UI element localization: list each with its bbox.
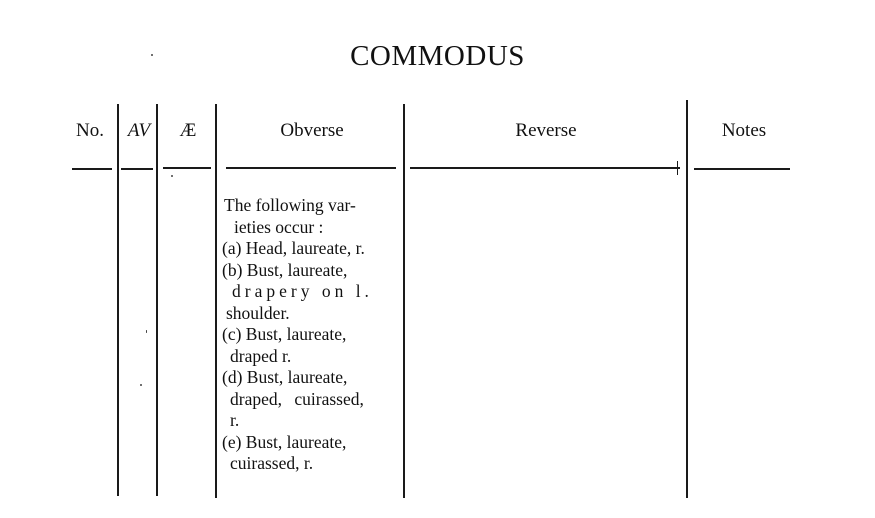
column-rule <box>117 104 119 496</box>
obverse-line: The following var- <box>224 195 356 215</box>
obverse-line: draped r. <box>230 345 292 366</box>
column-rule <box>686 100 688 498</box>
obverse-line: draped, cuirassed, <box>230 388 364 409</box>
obverse-line: (b) Bust, laureate, <box>222 259 348 280</box>
paper-speck <box>146 330 147 333</box>
column-rule <box>156 104 158 496</box>
rule-tick <box>677 161 678 175</box>
paper-speck <box>171 175 173 177</box>
header-rule <box>121 168 153 170</box>
header-rule <box>410 167 680 169</box>
header-rule <box>72 168 112 170</box>
column-rule <box>215 104 217 498</box>
obverse-cell <box>222 195 408 475</box>
obverse-line: (e) Bust, laureate, <box>222 431 347 452</box>
header-reverse: Reverse <box>515 120 577 141</box>
paper-speck <box>140 384 142 386</box>
obverse-line: ieties occur : <box>234 216 324 237</box>
paper-speck <box>151 54 153 56</box>
obverse-line: (a) Head, laureate, r. <box>222 238 365 258</box>
obverse-line: r. <box>230 410 240 430</box>
header-rule <box>163 167 211 169</box>
obverse-line: cuirassed, r. <box>230 453 314 473</box>
header-rule <box>226 167 396 169</box>
obverse-line: (d) Bust, laureate, <box>222 367 348 387</box>
header-notes: Notes <box>721 120 767 141</box>
header-gold: AV <box>127 120 151 141</box>
header-no: No. <box>76 120 104 141</box>
header-obverse: Obverse <box>280 120 344 141</box>
header-rule <box>694 168 790 170</box>
header-silver: Æ <box>179 120 197 141</box>
page-title: COMMODUS <box>350 40 525 72</box>
obverse-line: shoulder. <box>226 302 290 323</box>
obverse-line: (c) Bust, laureate, <box>222 324 347 344</box>
obverse-line: drapery on l. <box>232 281 373 301</box>
